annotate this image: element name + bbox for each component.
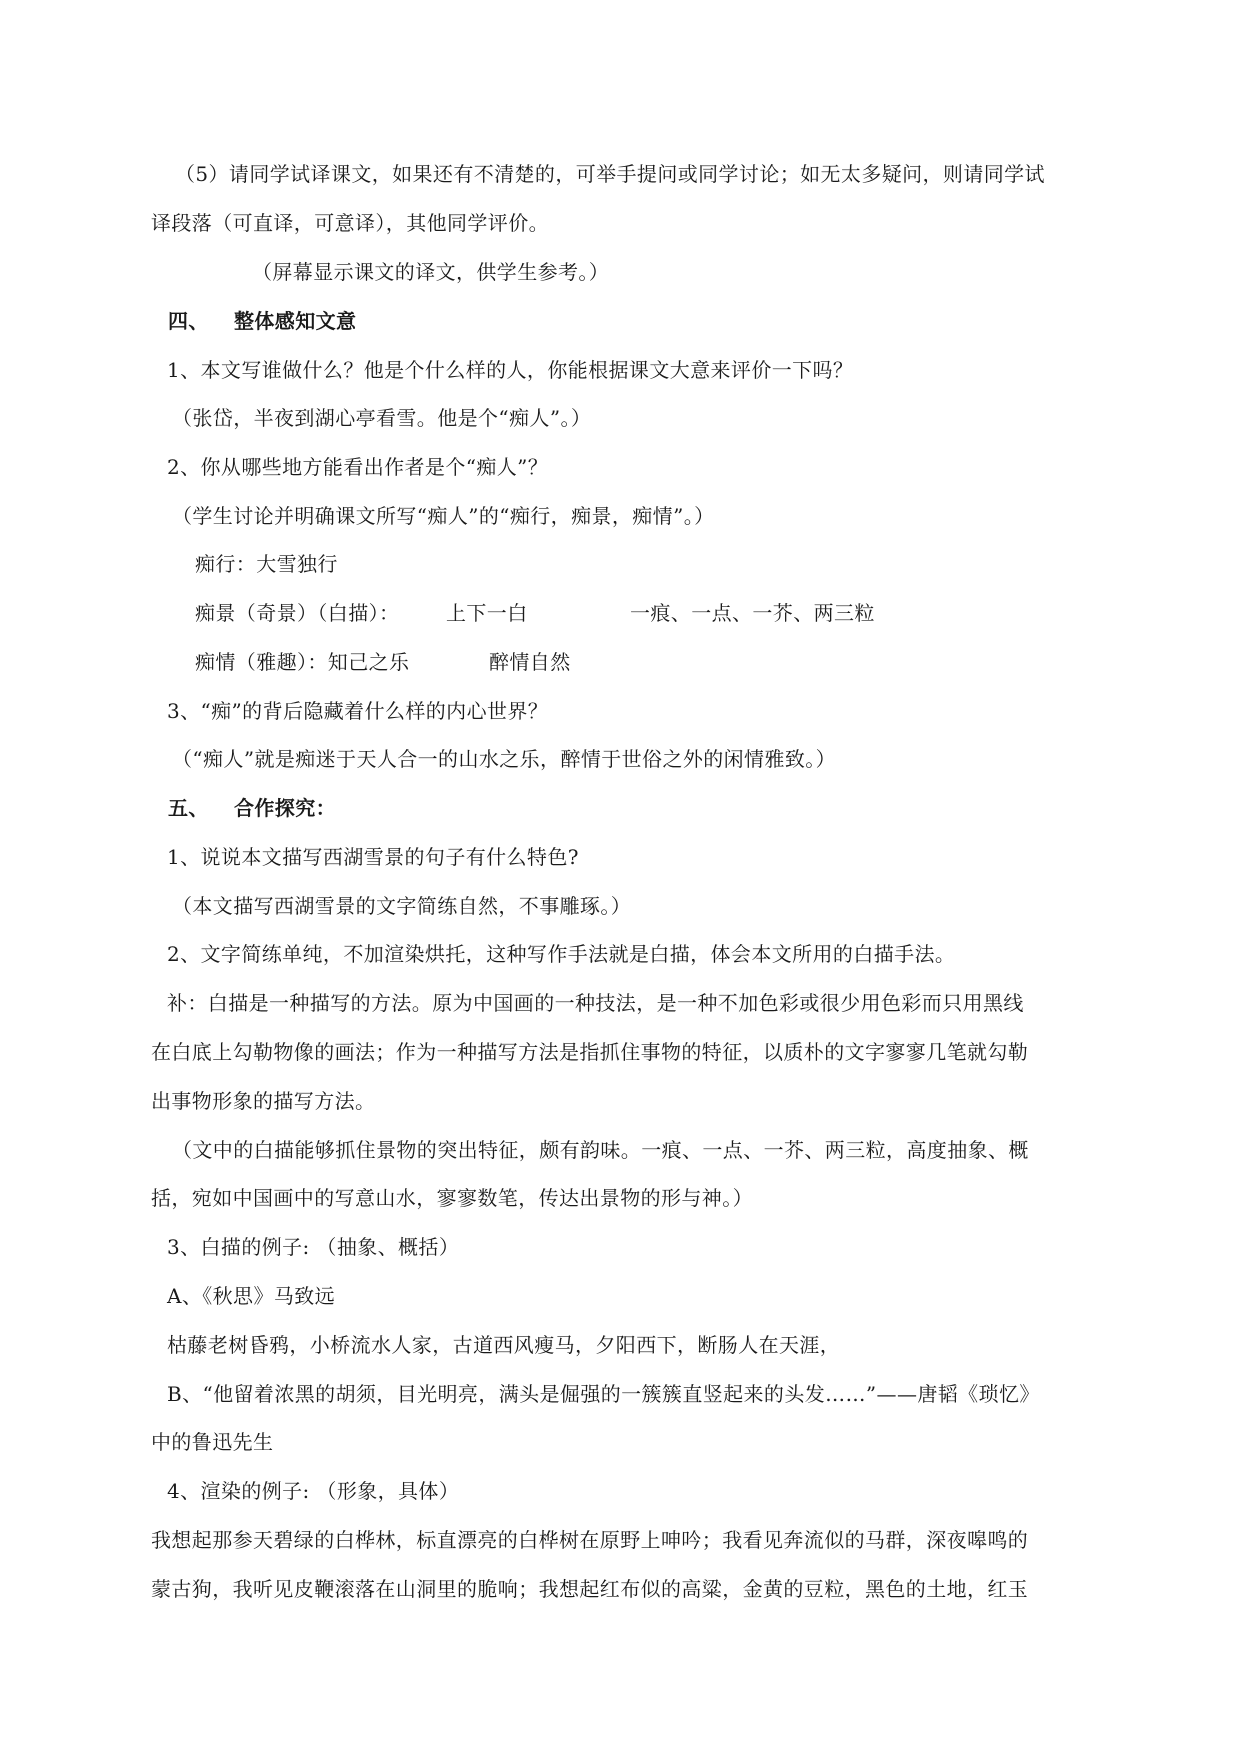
question-line: 3、“痴”的背后隐藏着什么样的内心世界？	[167, 699, 549, 723]
example-title: A、《秋思》马致远	[167, 1284, 336, 1308]
answer-line: （文中的白描能够抓住景物的突出特征，颇有韵味。一痕、一点、一芥、两三粒，高度抽象、概	[172, 1138, 1029, 1162]
list-item-detail: 上下一白	[446, 601, 528, 625]
section-heading: 合作探究：	[234, 796, 336, 820]
question-line: 2、文字简练单纯，不加渲染烘托，这种写作手法就是白描，体会本文所用的白描手法。	[167, 942, 956, 966]
note-line: 在白底上勾勒物像的画法；作为一种描写方法是指抓住事物的特征，以质朴的文字寥寥几笔就勾勒	[151, 1040, 1029, 1064]
paragraph-line: 译段落（可直译，可意译），其他同学评价。	[151, 211, 549, 235]
answer-line: （张岱，半夜到湖心亭看雪。他是个“痴人”。）	[172, 406, 592, 430]
note-line: 出事物形象的描写方法。	[151, 1089, 376, 1113]
paragraph-line: （5）请同学试译课文，如果还有不清楚的，可举手提问或同学讨论；如无太多疑问，则请同学试	[175, 162, 1045, 186]
question-line: 4、渲染的例子: （形象，具体）	[167, 1479, 460, 1503]
section-number: 五、	[168, 796, 209, 820]
answer-line: （本文描写西湖雪景的文字简练自然，不事雕琢。）	[172, 894, 632, 918]
example-title: B、“他留着浓黑的胡须，目光明亮，满头是倔强的一簇簇直竖起来的头发……”——唐韬《琐忆》	[167, 1382, 1040, 1406]
list-item-detail: 一痕、一点、一芥、两三粒	[630, 601, 875, 625]
paragraph-line: （屏幕显示课文的译文，供学生参考。）	[252, 260, 610, 284]
example-text: 我想起那参天碧绿的白桦林，标直漂亮的白桦树在原野上呻吟；我看见奔流似的马群，深夜嗥鸣的	[151, 1528, 1029, 1552]
list-item: 痴景（奇景）（白描）：	[195, 601, 400, 625]
answer-line: （学生讨论并明确课文所写“痴人”的“痴行，痴景，痴情”。）	[172, 504, 715, 528]
note-line: 补：白描是一种描写的方法。原为中国画的一种技法，是一种不加色彩或很少用色彩而只用黑线	[167, 991, 1024, 1015]
list-item: 痴情（雅趣）：知己之乐	[195, 650, 410, 674]
example-text: 枯藤老树昏鸦，小桥流水人家，古道西风瘦马，夕阳西下，断肠人在天涯，	[167, 1333, 841, 1357]
list-item-detail: 醉情自然	[489, 650, 571, 674]
question-line: 2、你从哪些地方能看出作者是个“痴人”？	[167, 455, 549, 479]
answer-line: （“痴人”就是痴迷于天人合一的山水之乐，醉情于世俗之外的闲情雅致。）	[172, 747, 837, 771]
section-number: 四、	[168, 309, 209, 333]
example-text: 中的鲁迅先生	[151, 1430, 274, 1454]
question-line: 1、本文写谁做什么？他是个什么样的人，你能根据课文大意来评价一下吗？	[167, 358, 854, 382]
question-line: 3、白描的例子: （抽象、概括）	[167, 1235, 460, 1259]
question-line: 1、说说本文描写西湖雪景的句子有什么特色?	[167, 845, 579, 869]
example-text: 蒙古狗，我听见皮鞭滚落在山洞里的脆响；我想起红布似的高粱，金黄的豆粒，黑色的土地，红玉	[151, 1577, 1029, 1601]
answer-line: 括，宛如中国画中的写意山水，寥寥数笔，传达出景物的形与神。）	[151, 1186, 753, 1210]
section-heading: 整体感知文意	[234, 309, 357, 333]
list-item: 痴行：大雪独行	[195, 552, 338, 576]
